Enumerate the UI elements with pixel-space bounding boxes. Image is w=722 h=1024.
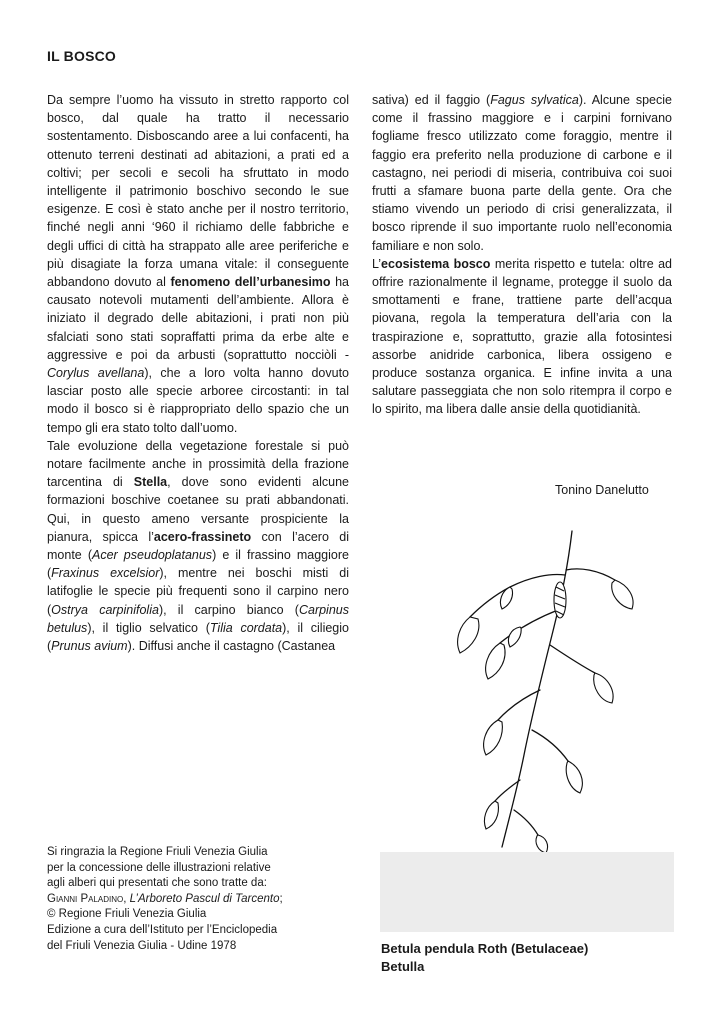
illustration-caption xyxy=(381,940,588,976)
credits-line: del Friuli Venezia Giulia - Udine 1978 xyxy=(47,939,237,952)
left-column xyxy=(47,91,349,655)
page-title: IL BOSCO xyxy=(47,48,117,64)
credits-book-title: L’Arboreto Pascul di Tarcento xyxy=(129,892,280,905)
credits-line: Gianni Paladino, L’Arboreto Pascul di Tarcento; xyxy=(47,892,283,905)
paragraph: Tale evoluzione della vegetazione forestale si può notare facilmente anche in prossimità della frazione tarcentina di Stella, dove sono evidenti alcune formazioni boschive coetanee su prati abbandonati. Qui, in questo ameno versante prospiciente la pianura, spicca l’acero-frassineto con l’acero di monte (Acer pseudoplatanus) e il frassino maggiore (Fraxinus excelsior), mentre nei boschi misti di latifoglie le specie più frequenti sono il carpino nero (Ostrya carpinifolia), il carpino bianco (Carpinus betulus), il tiglio selvatico (Tilia cordata), il ciliegio (Prunus avium). Diffusi anche il castagno (Castanea xyxy=(47,438,349,654)
credits-block xyxy=(47,845,283,954)
paragraph: L’ecosistema bosco merita rispetto e tutela: oltre ad offrire razionalmente il legname, protegge il suolo da smottamenti e frane, trattiene parte dell’acqua piovana, regola la temperatura dell’aria con la traspirazione e, soprattutto, grazie alla fotosintesi assorbe anidride carbonica, libera ossigeno e produce sostanza organica. E infine invita a una salutare passeggiata che non solo ritempra il corpo e lo spirito, ma libera dalle ansie della quotidianità. xyxy=(372,256,672,417)
credits-line: Edizione a cura dell’Istituto per l’Enciclopedia xyxy=(47,923,278,936)
caption-scientific-name: Betula pendula Roth (Betulaceae) xyxy=(381,941,589,956)
author-signature: Tonino Danelutto xyxy=(555,483,649,497)
paragraph: sativa) ed il faggio (Fagus sylvatica). Alcune specie come il frassino maggiore e i carpini fornivano fogliame fresco utilizzato come foraggio, mentre il faggio era preferito nella produzione di carbone e il castagno, nei periodi di miseria, contribuiva coi suoi frutti a sfamare buona parte della gente. Ora che stiamo vivendo un periodo di crisi generalizzata, il bosco riprende il suo importante ruolo nell’economia familiare e non solo. xyxy=(372,93,672,253)
right-column xyxy=(372,91,672,419)
credits-line: © Regione Friuli Venezia Giulia xyxy=(47,908,207,921)
image-placeholder xyxy=(380,852,674,932)
credits-line: agli alberi qui presentati che sono tratte da: xyxy=(47,877,267,890)
caption-common-name: Betulla xyxy=(381,959,425,974)
credits-author: Gianni Paladino xyxy=(47,892,124,905)
birch-branch-illustration xyxy=(440,525,640,855)
paragraph: Da sempre l’uomo ha vissuto in stretto rapporto col bosco, dal quale ha tratto il necessario sostentamento. Disboscando aree a lui confacenti, ha ottenuto terreni destinati ad abitazioni, a prati ed a coltivi; per secoli e secoli ha sfruttato in modo intelligente il patrimonio boschivo secondo le sue esigenze. E così è stato anche per il nostro territorio, finché negli anni ‘960 il richiamo delle fabbriche e degli uffici di città ha strappato alle aree periferiche e più disagiate la forza umana vitale: il conseguente abbandono dovuto al fenomeno dell’urbanesimo ha causato notevoli mutamenti dell’ambiente. Allora è iniziato il degrado delle abitazioni, i prati non più sfalciati sono stati sopraffatti prima da erbe alte e aggressive e poi da arbusti (soprattutto nocciòli - Corylus avellana), che a loro volta hanno dovuto lasciar posto alle specie arboree circostanti: in tal modo il bosco si è riappropriato dello spazio che un tempo gli era stato tolto dall’uomo. xyxy=(47,93,349,435)
credits-line: per la concessione delle illustrazioni relative xyxy=(47,861,271,874)
credits-line: Si ringrazia la Regione Friuli Venezia Giulia xyxy=(47,846,268,858)
